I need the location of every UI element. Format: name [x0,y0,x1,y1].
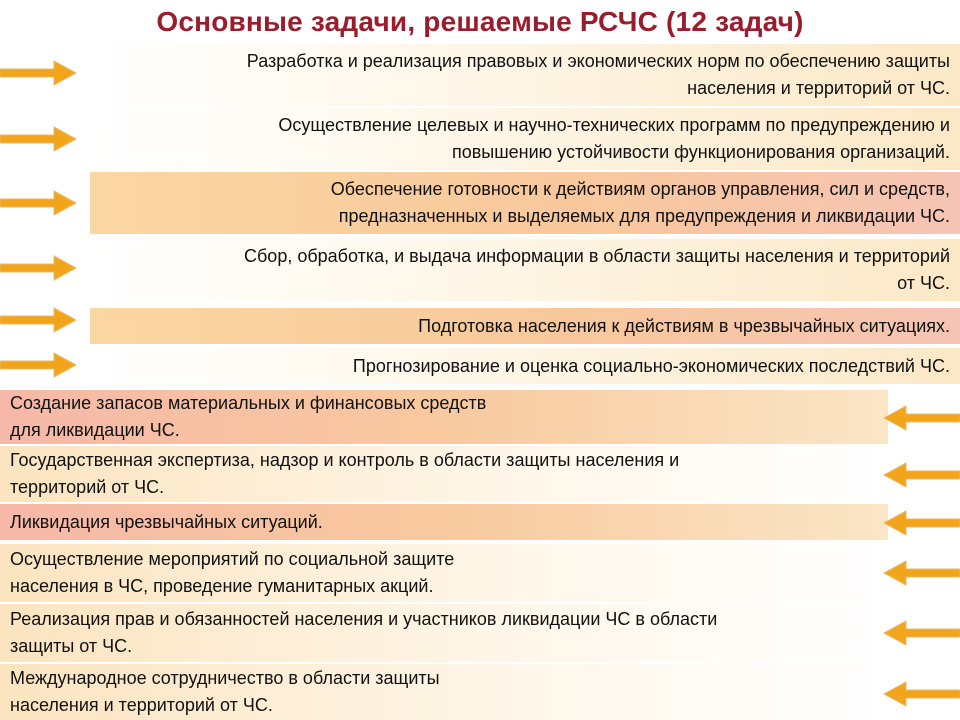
task-line: Обеспечение готовности к действиям органов управления, сил и средств, [330,179,950,199]
task-line: Осуществление мероприятий по социальной защите [10,549,455,569]
arrow-icon [882,510,960,536]
task-left-2 [0,446,888,502]
task-line: населения и территорий от ЧС. [687,78,950,98]
task-line: Сбор, обработка, и выдача информации в области защиты населения и территорий [244,246,950,266]
task-line: от ЧС. [897,273,950,293]
task-line: предназначенных и выделяемых для предупреждения и ликвидации ЧС. [338,206,950,226]
task-line: Создание запасов материальных и финансовых средств [10,393,487,413]
task-line: Международное сотрудничество в области защиты [10,668,440,688]
task-right-5 [90,308,960,344]
arrow-icon [0,255,80,281]
arrow-icon [882,681,960,707]
task-line: Государственная экспертиза, надзор и контроль в области защиты населения и [10,450,680,470]
task-line: населения в ЧС, проведение гуманитарных акций. [10,576,434,596]
task-line: Осуществление целевых и научно-технических программ по предупреждению и [278,115,950,135]
task-right-6 [90,348,960,384]
task-line: повышению устойчивости функционирования организаций. [451,142,950,162]
arrow-icon [882,620,960,646]
task-line: населения и территорий от ЧС. [10,695,273,715]
task-right-4 [90,239,960,301]
task-right-3 [90,172,960,234]
task-left-6 [0,664,888,720]
task-line: защиты от ЧС. [10,636,133,656]
arrow-icon [0,307,80,333]
task-right-1 [90,44,960,106]
task-left-4 [0,544,888,602]
page-title: Основные задачи, решаемые РСЧС (12 задач) [156,6,804,37]
task-left-1 [0,390,888,444]
arrow-icon [0,60,80,86]
arrow-icon [0,352,80,378]
task-line: Реализация прав и обязанностей населения и участников ликвидации ЧС в области [10,609,718,629]
arrow-icon [882,462,960,488]
task-right-2 [90,108,960,170]
task-line: Разработка и реализация правовых и экономических норм по обеспечению защиты [246,51,950,71]
arrow-icon [882,405,960,431]
task-line: Ликвидация чрезвычайных ситуаций. [10,511,323,532]
task-line: для ликвидации ЧС. [10,420,180,440]
arrow-icon [0,126,80,152]
arrow-icon [882,560,960,586]
task-line: Подготовка населения к действиям в чрезвычайных ситуациях. [418,315,950,336]
task-left-3 [0,504,888,540]
arrow-icon [0,190,80,216]
task-line: территорий от ЧС. [10,477,165,497]
task-line: Прогнозирование и оценка социально-экономических последствий ЧС. [352,355,950,376]
task-left-5 [0,604,888,662]
